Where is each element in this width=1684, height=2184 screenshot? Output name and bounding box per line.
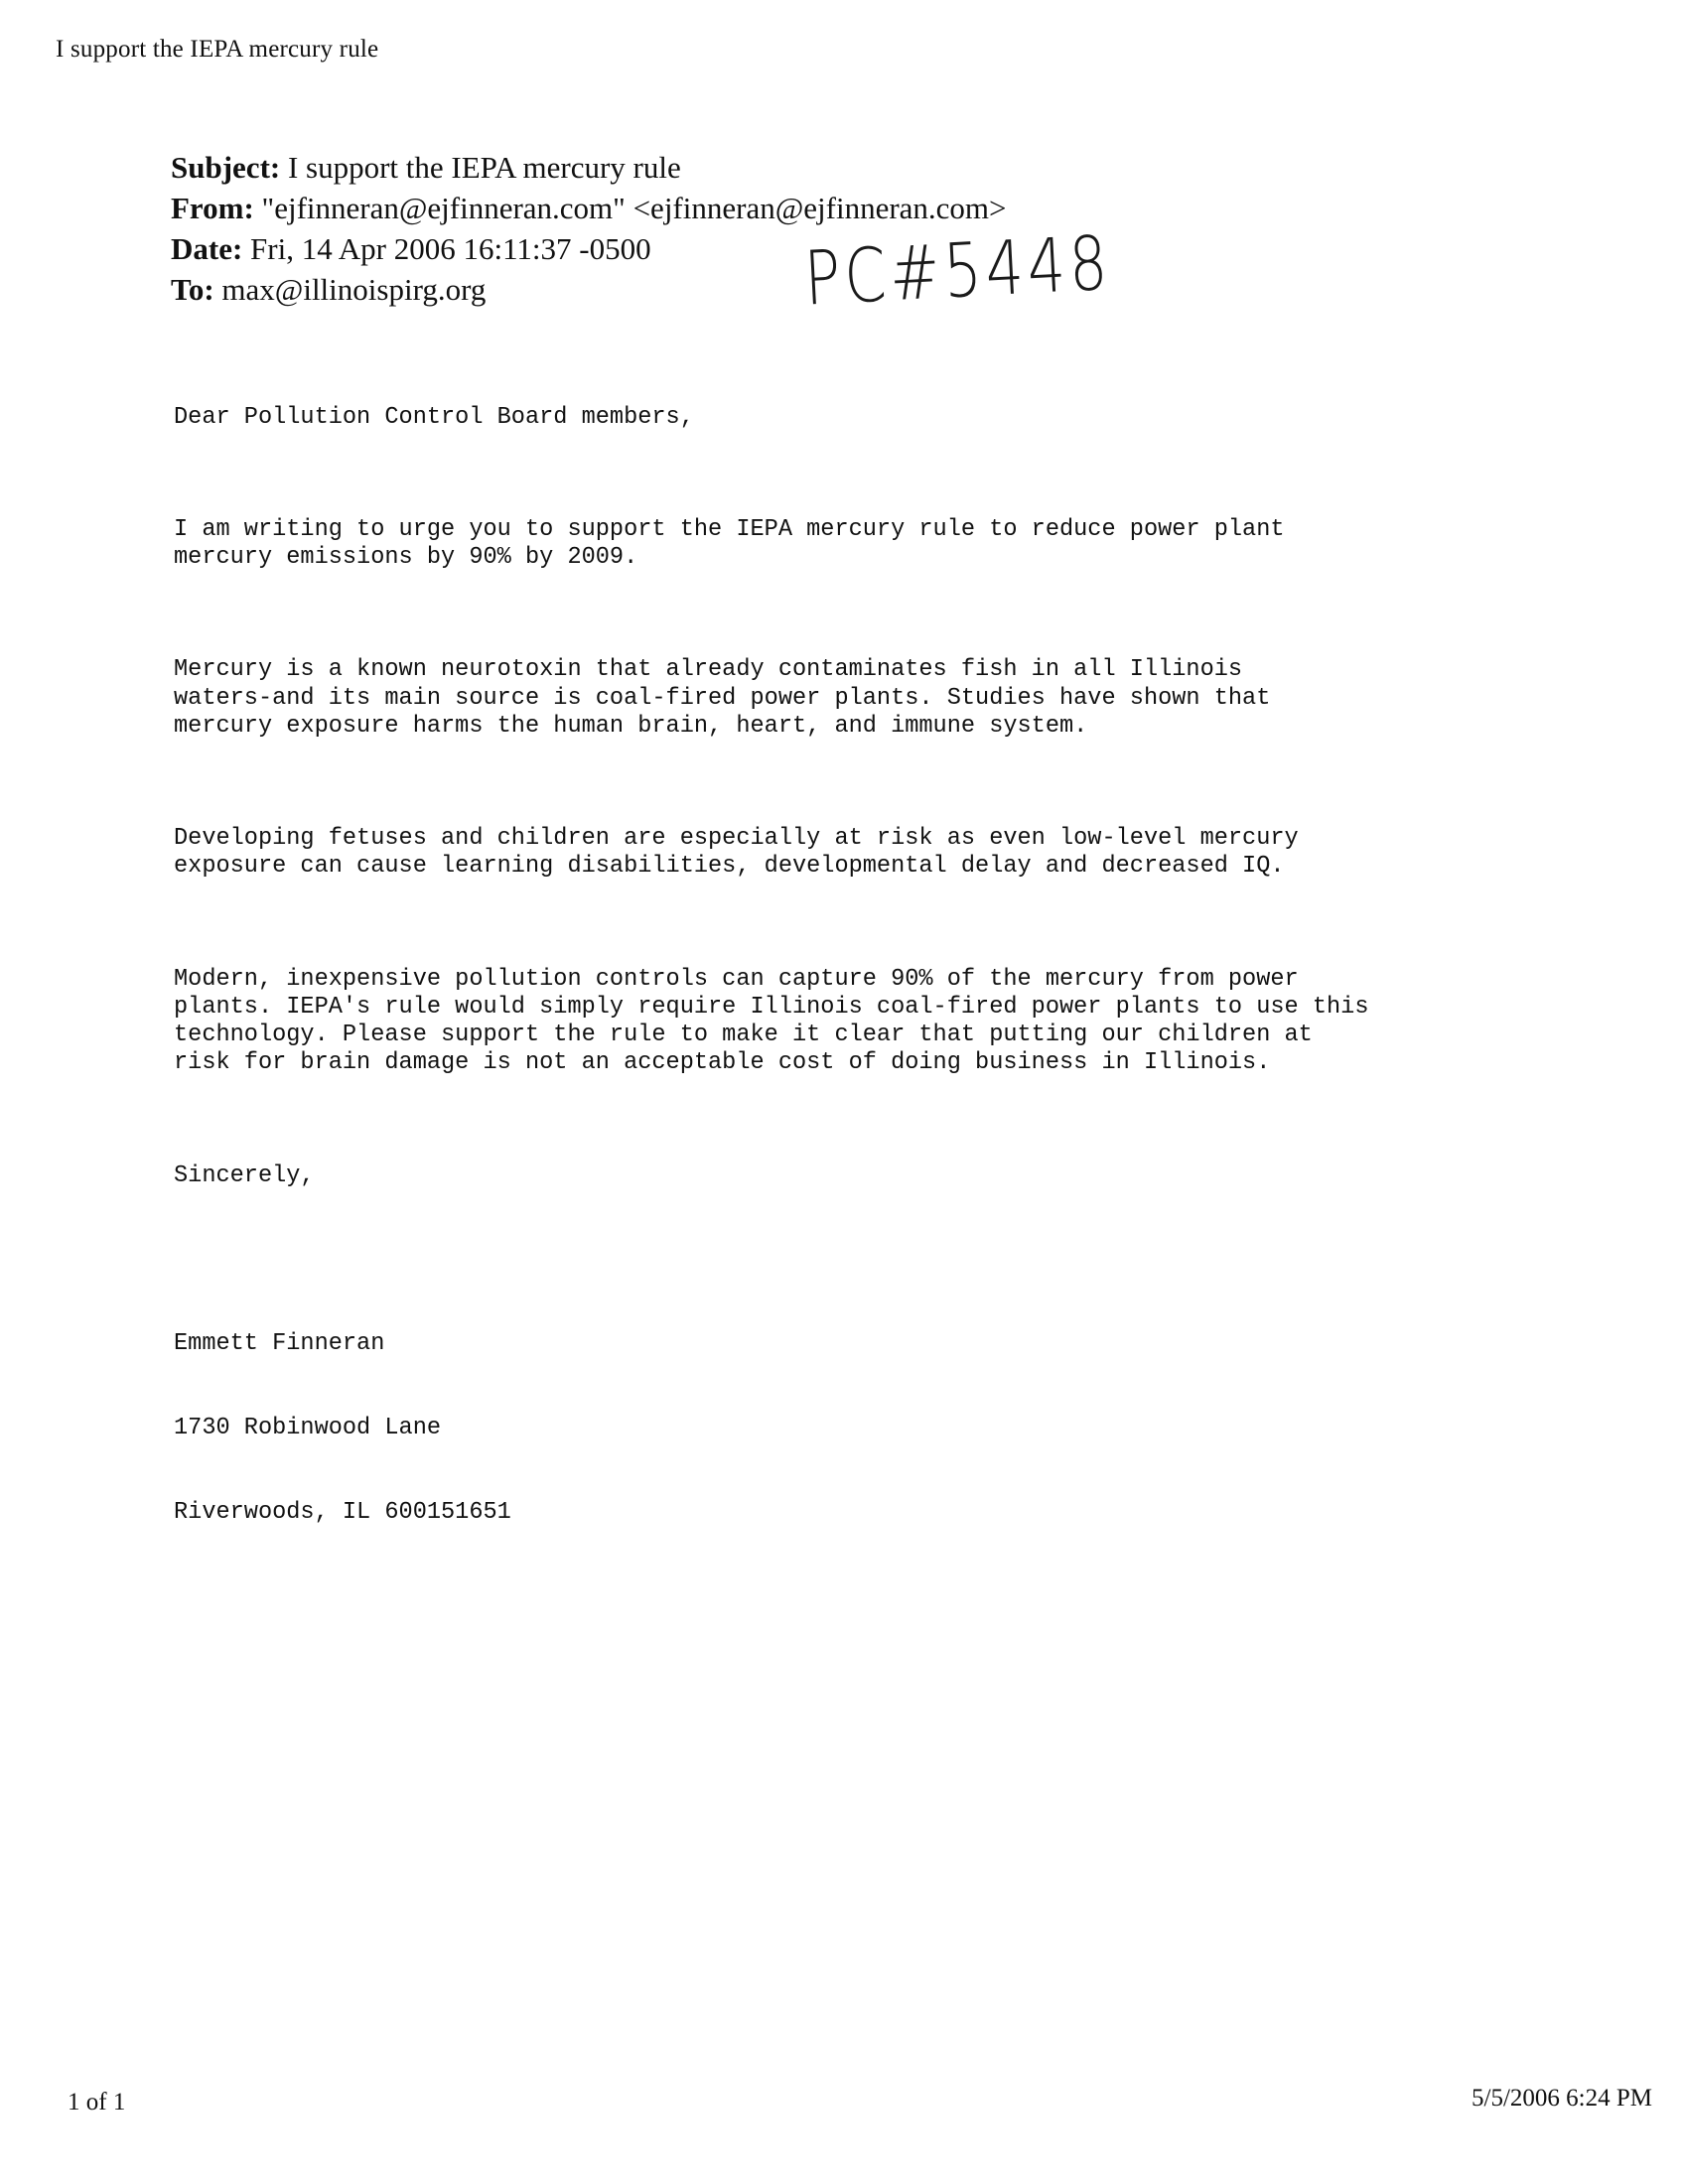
from-label: From: (171, 191, 254, 225)
subject-value: I support the IEPA mercury rule (280, 150, 681, 185)
from-value: "ejfinneran@ejfinneran.com" <ejfinneran@ejfinneran.com> (253, 191, 1007, 225)
from-row (171, 188, 1007, 228)
page-count: 1 of 1 (68, 2089, 126, 2116)
body-paragraph-4: Modern, inexpensive pollution controls can capture 90% of the mercury from power plants. IEPA's rule would simply require Illinois coal-fired power plants to use this technology. Please support the rule to make it clear that putting our children at risk for brain damage is not an acceptable cost of doing business in Illinois. (174, 965, 1369, 1077)
signature-name: Emmett Finneran (174, 1330, 385, 1358)
closing: Sincerely, (174, 1161, 315, 1189)
signature-block (174, 1275, 1663, 1583)
email-body (174, 347, 1663, 1611)
date-label: Date: (171, 231, 243, 266)
print-header-title: I support the IEPA mercury rule (56, 36, 379, 63)
signature-city: Riverwoods, IL 600151651 (174, 1499, 511, 1527)
subject-label: Subject: (171, 150, 281, 185)
signature-street: 1730 Robinwood Lane (174, 1415, 442, 1442)
to-value: max@illinoispirg.org (213, 272, 487, 307)
date-value: Fri, 14 Apr 2006 16:11:37 -0500 (242, 231, 651, 266)
body-paragraph-1: I am writing to urge you to support the IEPA mercury rule to reduce power plant mercury emissions by 90% by 2009. (174, 515, 1285, 572)
print-timestamp: 5/5/2006 6:24 PM (1472, 2085, 1652, 2112)
handwritten-pc-number-stamp: PC#5448 (802, 219, 1114, 324)
greeting: Dear Pollution Control Board members, (174, 403, 694, 431)
subject-row (171, 147, 1007, 188)
to-label: To: (171, 272, 214, 307)
body-paragraph-2: Mercury is a known neurotoxin that already contaminates fish in all Illinois waters-and its main source is coal-fired power plants. Studies have shown that mercury exposure harms the human brain, heart, and immune system. (174, 656, 1271, 740)
body-paragraph-3: Developing fetuses and children are especially at risk as even low-level mercury exposure can cause learning disabilities, developmental delay and decreased IQ. (174, 825, 1299, 881)
